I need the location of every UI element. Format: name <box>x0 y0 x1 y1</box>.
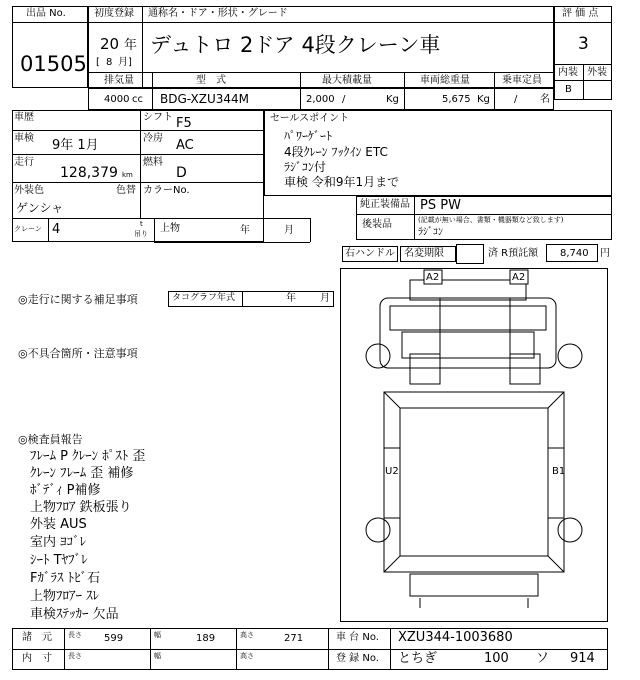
sales-point-line: 4段ｸﾚｰﾝ ﾌｯｸｲﾝ ETC <box>284 145 388 159</box>
int-height-label: 高さ <box>240 652 254 660</box>
month-bracket-open: [ <box>96 57 100 68</box>
crane-stages: 4 <box>52 222 61 237</box>
tacho-label: タコグラフ年式 <box>172 293 236 303</box>
reg-region: とちぎ <box>398 651 438 666</box>
crane-lift-label: 吊り <box>134 230 148 238</box>
inspector-line: 車検ｽﾃｯｶｰ 欠品 <box>30 607 119 622</box>
tacho-month: 月 <box>320 293 330 304</box>
crane-ton-unit: t <box>140 220 143 228</box>
passengers-unit: 名 <box>540 94 550 105</box>
chassis-label: 車 台 No. <box>336 632 379 643</box>
bed-year-unit: 年 <box>240 225 250 236</box>
width-value: 189 <box>196 633 216 644</box>
width-label: 幅 <box>154 631 161 639</box>
exterior-color-value: ゲンシャ <box>16 201 64 215</box>
model-label: 型 式 <box>196 75 226 86</box>
defects-title: ◎不具合箇所・注意事項 <box>18 347 138 360</box>
color-no-label: カラーNo. <box>143 185 190 196</box>
damage-mark-u2: U2 <box>385 466 399 477</box>
int-length-label: 長さ <box>68 652 82 660</box>
year-unit: 年 <box>124 38 138 53</box>
displacement-unit: cc <box>132 94 143 105</box>
inspector-line: ｼｰﾄ Tﾔﾌﾞﾚ <box>30 553 88 568</box>
reg-kana: ソ <box>536 651 550 666</box>
capacity-slash: / <box>342 94 346 105</box>
rhd-label: 右ハンドル <box>345 248 395 259</box>
driving-notes-title: ◎走行に関する補足事項 <box>18 293 138 306</box>
mileage-value: 128,379 <box>60 165 118 181</box>
damage-mark-a2-left: A2 <box>426 272 440 283</box>
gross-weight-unit: Kg <box>477 94 490 105</box>
interior-value: B <box>565 84 572 95</box>
recycle-label: 済 R預託額 <box>488 248 539 259</box>
inspector-line: 外装 AUS <box>30 517 87 532</box>
exterior-color-label: 外装色 <box>14 185 44 196</box>
specs-label: 諸 元 <box>22 632 52 643</box>
interior-dims-label: 内 寸 <box>22 653 52 664</box>
height-label: 高さ <box>240 631 254 639</box>
gross-weight-label: 車両総重量 <box>420 75 470 86</box>
reg-label: 登 録 No. <box>336 653 379 664</box>
inspector-line: ﾎﾞﾃﾞｨ P補修 <box>30 483 101 498</box>
truck-diagram <box>340 268 608 622</box>
capacity-label: 最大積載量 <box>322 75 372 86</box>
sales-point-line: ﾗｼﾞｺﾝ付 <box>284 160 327 174</box>
year-value: 20 <box>100 35 120 53</box>
inspector-line: 室内 ﾖｺﾞﾚ <box>30 535 87 550</box>
inspector-line: ｸﾚｰﾝ ﾌﾚｰﾑ 歪 補修 <box>30 466 134 481</box>
ac-value: AC <box>176 138 194 153</box>
height-value: 271 <box>284 633 304 644</box>
ac-label: 冷房 <box>143 133 163 144</box>
int-width-label: 幅 <box>154 652 161 660</box>
length-label: 長さ <box>68 631 82 639</box>
mileage-label: 走行 <box>14 157 34 168</box>
inspector-line: Fｶﾞﾗｽ ﾄﾋﾞ石 <box>30 571 101 586</box>
crane-label: クレーン <box>14 225 42 233</box>
name-change-label: 名変期限 <box>404 248 444 259</box>
aftermarket-note: (記載が無い場合、書類・機器類など致します) <box>418 216 564 224</box>
aftermarket-value: ﾗｼﾞｺﾝ <box>418 227 443 238</box>
recycle-unit: 円 <box>600 248 610 259</box>
color-change-label: 色替 <box>116 185 136 196</box>
lot-number: 01505 <box>20 52 87 76</box>
inspector-line: 上物ﾌﾛｱ 鉄板張り <box>30 500 132 515</box>
inspector-line: ﾌﾚｰﾑ P ｸﾚｰﾝ ﾎﾟｽﾄ 歪 <box>30 449 146 464</box>
name-change-value-box <box>456 244 484 264</box>
mileage-unit: km <box>122 171 133 179</box>
grade-value: 3 <box>578 34 589 54</box>
passengers-label: 乗車定員 <box>502 75 542 86</box>
length-value: 599 <box>104 633 124 644</box>
first-reg-label: 初度登録 <box>94 8 134 19</box>
chassis-value: XZU344-1003680 <box>398 630 513 645</box>
sales-point-title: セールスポイント <box>270 113 350 124</box>
displacement-label: 排気量 <box>104 75 134 86</box>
capacity-value: 2,000 <box>306 94 335 105</box>
gross-weight-value: 5,675 <box>442 94 471 105</box>
shift-label: シフト <box>143 112 173 123</box>
name-header: 通称名・ドア・形状・グレード <box>148 8 288 19</box>
month-unit: 月] <box>118 57 132 68</box>
grade-label: 評 価 点 <box>562 8 599 19</box>
reg-number: 914 <box>570 651 595 666</box>
recycle-value: 8,740 <box>560 248 589 259</box>
sales-point-line: 車検 令和9年1月まで <box>284 175 400 189</box>
exterior-label: 外装 <box>587 67 607 78</box>
inspection-label: 車検 <box>14 133 34 144</box>
reg-class: 100 <box>484 651 509 666</box>
model-value: BDG-XZU344M <box>160 92 249 106</box>
damage-mark-b1: B1 <box>552 466 566 477</box>
genuine-label: 純正装備品 <box>360 199 410 210</box>
fuel-label: 燃料 <box>143 157 163 168</box>
interior-label: 内装 <box>558 67 578 78</box>
tacho-year: 年 <box>286 293 296 304</box>
aftermarket-label: 後装品 <box>362 219 392 230</box>
history-label: 車歴 <box>14 112 34 123</box>
fuel-value: D <box>176 165 187 181</box>
capacity-unit: Kg <box>386 94 399 105</box>
inspector-line: 上物ﾌﾛｱｰ ｽﾚ <box>30 589 100 604</box>
displacement-value: 4000 <box>104 94 130 105</box>
bed-label: 上物 <box>160 223 180 234</box>
month-value: 8 <box>106 57 113 68</box>
genuine-value: PS PW <box>420 198 461 213</box>
inspection-value: 9年 1月 <box>52 138 99 153</box>
vehicle-name: デュトロ 2ドア 4段クレーン車 <box>150 33 441 57</box>
passengers-slash: / <box>514 94 518 105</box>
bed-month-unit: 月 <box>284 225 294 236</box>
lot-label: 出品 No. <box>26 8 66 19</box>
inspector-title: ◎検査員報告 <box>18 433 83 446</box>
damage-mark-a2-right: A2 <box>512 272 526 283</box>
shift-value: F5 <box>176 116 192 131</box>
sales-point-line: ﾊﾟﾜｰｹﾞｰﾄ <box>284 129 333 143</box>
